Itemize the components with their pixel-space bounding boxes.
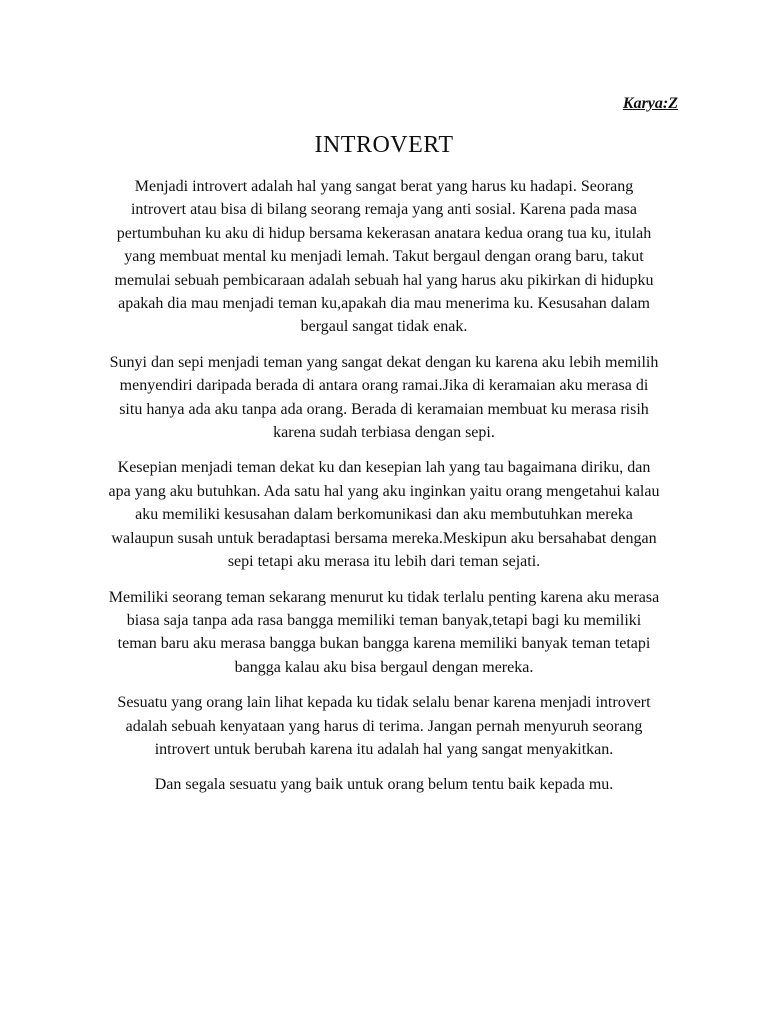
paragraph xyxy=(84,691,684,761)
paragraph-line: biasa saja tanpa ada rasa bangga memiliki teman banyak,tetapi bagi ku memiliki xyxy=(126,611,642,629)
paragraph-line: Dan segala sesuatu yang baik untuk orang belum tentu baik kepada mu. xyxy=(154,776,614,794)
paragraph-line: Sesuatu yang orang lain lihat kepada ku tidak selalu benar karena menjadi introvert xyxy=(117,694,651,712)
paragraph-line: yang membuat mental ku menjadi lemah. Takut bergaul dengan orang baru, takut xyxy=(124,248,644,266)
document-body xyxy=(84,175,684,809)
paragraph-line: sepi tetapi aku merasa itu lebih dari teman sejati. xyxy=(227,553,541,571)
paragraph-line: memulai sebuah pembicaraan adalah sebuah hal yang harus aku pikirkan di hidupku xyxy=(114,271,654,289)
paragraph-line: introvert atau bisa di bilang seorang remaja yang anti sosial. Karena pada masa xyxy=(130,201,638,219)
paragraph-line: Menjadi introvert adalah hal yang sangat berat yang harus ku hadapi. Seorang xyxy=(134,178,634,195)
paragraph-line: situ hanya ada aku tanpa ada orang. Berada di keramaian membuat ku merasa risih xyxy=(119,400,649,418)
paragraph-line: karena sudah terbiasa dengan sepi. xyxy=(273,424,495,442)
document-title: INTROVERT xyxy=(314,132,454,158)
author-credit: Karya:Z xyxy=(622,95,678,112)
paragraph xyxy=(84,773,684,796)
paragraph-line: introvert untuk berubah karena itu adalah hal yang sangat menyakitkan. xyxy=(154,740,614,758)
paragraph-line: pertumbuhan ku aku di hidup bersama kekerasan anatara kedua orang tua ku, itulah xyxy=(116,224,652,242)
paragraph-line: Memiliki seorang teman sekarang menurut ku tidak terlalu penting karena aku merasa xyxy=(108,588,660,606)
paragraph-line: bangga kalau aku bisa bergaul dengan mereka. xyxy=(234,658,534,676)
paragraph-line: Kesepian menjadi teman dekat ku dan kesepian lah yang tau bagaimana diriku, dan xyxy=(117,459,651,477)
paragraph-line: menyendiri daripada berada di antara orang ramai.Jika di keramaian aku merasa di xyxy=(119,377,649,395)
paragraph-line: apa yang aku butuhkan. Ada satu hal yang aku inginkan yaitu orang mengetahui kalau xyxy=(108,482,660,500)
paragraph xyxy=(84,456,684,573)
paragraph xyxy=(84,586,684,680)
paragraph-line: adalah sebuah kenyataan yang harus di terima. Jangan pernah menyuruh seorang xyxy=(125,717,643,735)
paragraph-line: Sunyi dan sepi menjadi teman yang sangat dekat dengan ku karena aku lebih memilih xyxy=(109,353,659,371)
paragraph-line: bergaul sangat tidak enak. xyxy=(300,318,468,336)
paragraph xyxy=(84,175,684,339)
paragraph-line: aku memiliki kesusahan dalam berkomunikasi dan aku membutuhkan mereka xyxy=(135,506,633,524)
paragraph-line: apakah dia mau menjadi teman ku,apakah dia mau menerima ku. Kesusahan dalam xyxy=(118,295,650,313)
paragraph xyxy=(84,351,684,445)
paragraph-line: teman baru aku merasa bangga bukan bangga karena memiliki banyak teman tetapi xyxy=(117,635,651,653)
paragraph-line: walaupun susah untuk beradaptasi bersama mereka.Meskipun aku bersahabat dengan xyxy=(111,529,657,547)
